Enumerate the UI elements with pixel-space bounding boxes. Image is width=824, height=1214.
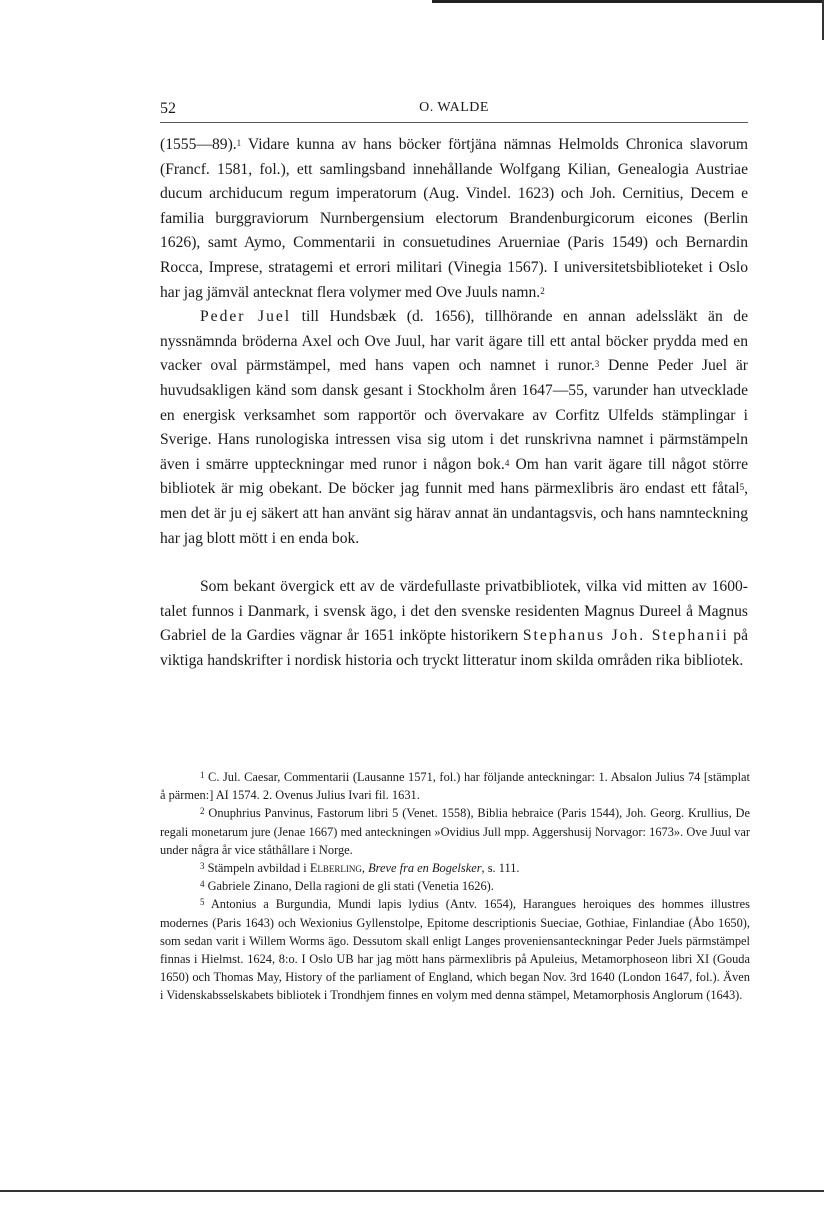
text-run: , s. 111. xyxy=(481,861,520,876)
text-run: (1555—89). xyxy=(160,136,237,153)
footnote xyxy=(160,768,750,804)
text-run: Som bekant övergick ett av de värdefullaste privatbibliotek, vilka vid mitten av 1600-talet funnos i Danmark, i svensk ägo, i det den svenske residenten Magnus Dureel å Magnus Gabriel de la Gardies vägnar år 1651 inköpte historikern xyxy=(160,578,748,645)
text-run: Gabriele Zinano, Della ragioni de gli stati (Venetia 1626). xyxy=(204,879,494,894)
book-title: Breve fra en Bogelsker xyxy=(368,861,482,876)
scan-edge-bottom xyxy=(0,1190,824,1192)
text-run: Antonius a Burgundia, Mundi lapis lydius (Antv. 1654), Harangues heroiques des hommes illustres modernes (Paris 1643) och Wexionius Gyllenstolpe, Epitome descriptionis Sueciae, Gothiae, Finlandiae (Åbo 1650), som sedan varit i Willem Worms ägo. Dessutom skall enligt Langes proveniensanteckningar Peder Juels pärmstämpel finnas i Hielmst. 1624, 8:o. I Oslo UB har jag mött hans pärmexlibris på Apuleius, Metamorphoseon libri XI (Gouda 1650) och Thomas May, History of the parliament of England, which began Nov. 3rd 1640 (London 1647, fol.). Även i Videnskabsselskabets bibliotek i Trondhjem finnes en volym med denna stämpel, Metamorphosis Anglorum (1643). xyxy=(160,897,750,1003)
spaced-name: Peder Juel xyxy=(200,308,292,326)
footnote xyxy=(160,804,750,859)
footnote-ref: 2 xyxy=(200,806,205,817)
text-run: C. Jul. Caesar, Commentarii (Lausanne 1571, fol.) har följande anteckningar: 1. Absalon Julius 74 [stämplat å pärmen:] AI 1574. 2. Ovenus Julius Ivari fil. 1631. xyxy=(160,770,750,803)
body-text xyxy=(160,133,748,673)
footnote-ref: 5 xyxy=(200,897,205,908)
footnote-ref: 2 xyxy=(540,285,545,296)
paragraph xyxy=(160,305,748,551)
paragraph xyxy=(160,575,748,673)
footnote xyxy=(160,895,750,1004)
footnote-ref: 5 xyxy=(739,482,745,493)
text-run: Om han varit ägare till något större bibliotek är mig obekant. De böcker jag funnit med hans pärmexlibris äro endast ett fåtal xyxy=(160,455,748,498)
scan-edge-top xyxy=(432,0,824,3)
text-run: Stämpeln avbildad i xyxy=(204,861,310,876)
page-number: 52 xyxy=(160,100,176,117)
page-header xyxy=(160,98,748,123)
footnotes xyxy=(160,768,750,1005)
footnote xyxy=(160,877,750,895)
footnote-ref: 1 xyxy=(200,770,205,780)
text-run: Onuphrius Panvinus, Fastorum libri 5 (Venet. 1558), Biblia hebraice (Paris 1544), Joh. Georg. Krullius, De regali monetarum jure (Jenae 1667) med anteckningen »Ovidius Jull mpp. Aggershusij Norvagor: 1673». Ove Juul var under några år vice ståthållare i Norge. xyxy=(160,806,750,857)
footnote-ref: 4 xyxy=(504,457,510,468)
paragraph xyxy=(160,133,748,305)
text-run: Vidare kunna av hans böcker förtjäna nämnas Helmolds Chronica slavorum (Francf. 1581, fol.), ett samlingsband innehållande Wolfgang Kilian, Genealogia Austriae ducum archiducum regum imperatorum (Aug. Vindel. 1623) och Joh. Cernitius, Decem e familia burggraviorum Nurnbergensium electorum Brandenburgicorum eicones (Berlin 1626), samt Aymo, Commentarii in consuetudines Aruerniae (Paris 1549) och Bernardin Rocca, Imprese, stratagemi et errori militari (Vinegia 1567). I universitetsbiblioteket i Oslo har jag jämväl antecknat flera volymer med Ove Juuls namn. xyxy=(160,136,748,301)
footnote xyxy=(160,859,750,877)
text-run: , men det är ju ej säkert att han använt sig härav annat än undantagsvis, och hans namnteckning har jag blott mött i en enda bok. xyxy=(160,480,748,547)
footnote-ref: 1 xyxy=(236,138,242,148)
footnote-ref: 3 xyxy=(200,861,205,872)
text-run: , xyxy=(361,861,369,876)
author-name: Elberling xyxy=(309,861,362,876)
text-run: på viktiga handskrifter i nordisk historia och tryckt litteratur inom skilda områden rika bibliotek. xyxy=(160,627,748,669)
footnote-ref: 4 xyxy=(200,879,205,890)
spaced-name: Stephanus Joh. Stephanii xyxy=(522,627,729,645)
text-run: till Hundsbæk (d. 1656), tillhörande en annan adelssläkt än de nyssnämnda bröderna Axel och Ove Juul, har varit ägare till ett antal böcker prydda med en vacker oval pärmstämpel, med hans vapen och namnet i runor. xyxy=(160,308,748,375)
text-run: Denne Peder Juel är huvudsakligen känd som dansk gesant i Stockholm åren 1647—55, varunder han utvecklade en energisk verksamhet som rapportör och övervakare av Corfitz Ulfelds stämplingar i Sverige. Hans runologiska intressen visa sig utom i det runskrivna namnet i pärmstämpeln även i smärre uppteckningar med runor i någon bok. xyxy=(160,357,749,473)
running-title: O. WALDE xyxy=(419,100,489,115)
footnote-ref: 3 xyxy=(594,359,600,370)
